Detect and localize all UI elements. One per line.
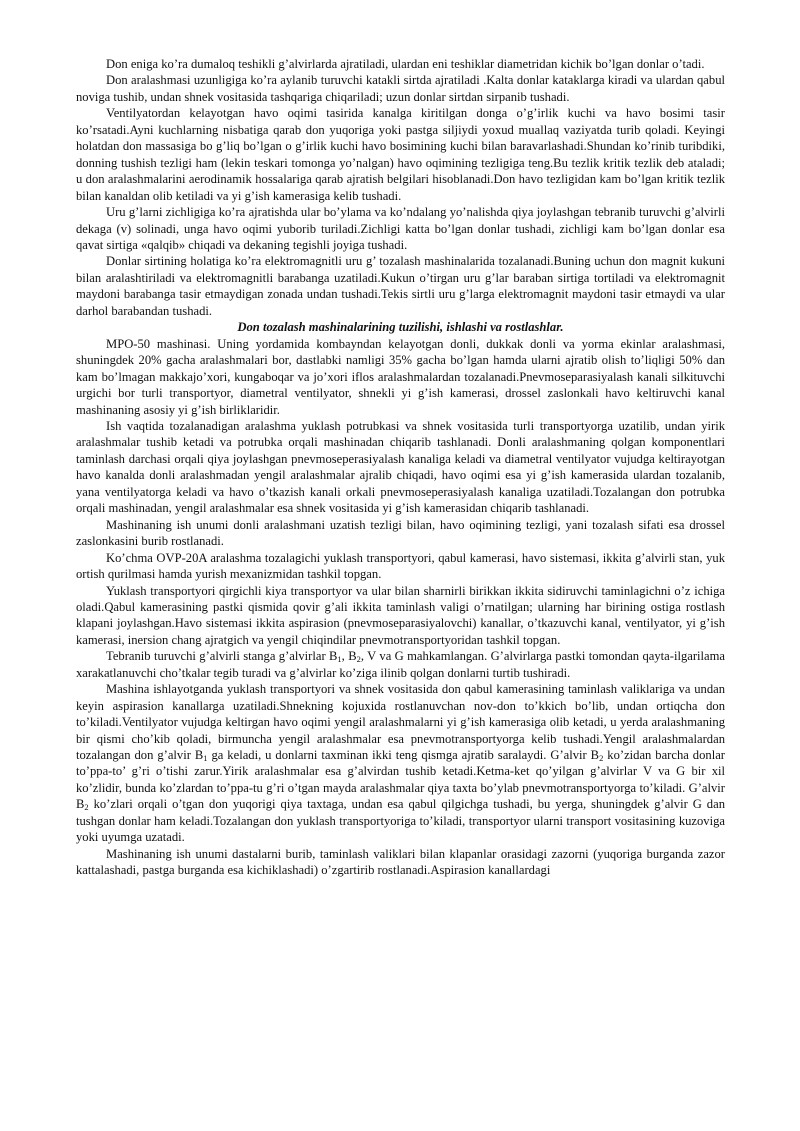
paragraph-ovp20a: Ko’chma OVP-20A aralashma tozalagichi yuklash transportyori, qabul kamerasi, havo sistemasi, ikkita g’alvirli stan, yuk ortish qurilmasi hamda yurish mexanizmidan tashkil topgan. <box>76 550 725 582</box>
paragraph-electromagnetic: Donlar sirtining holatiga ko’ra elektromagnitli uru g’ tozalash mashinalarida tozalanadi.Buning uchun don magnit kukuni bilan aralashtiriladi va elektromagnitli barabanga uzatiladi.Kukun o’tirgan uru g’lar baraban sirtiga tortiladi va elektromagnit maydoni barabanga tasir etmaydigan zonada undan tushadi.Tekis sirtli uru g’larga elektromagnit maydoni tasir etmaydi va ular darhol barabandan tushadi. <box>76 254 725 318</box>
section-heading: Don tozalash mashinalarining tuzilishi, ishlashi va rostlashlar. <box>237 320 564 335</box>
paragraph-sieve-width: Don eniga ko’ra dumaloq teshikli g’alvirlarda ajratiladi, ulardan eni teshiklar diametridan kichik bo’lgan donlar o’tadi. <box>106 57 705 71</box>
paragraph-length-separation: Don aralashmasi uzunligiga ko’ra aylanib turuvchi katakli sirtda ajratiladi .Kalta donlar kataklarga kiradi va ulardan qabul noviga tushib, undan shnek vositasida tashqariga chiqariladi; uzun donlar sirtdan sirpanib tushadi. <box>76 73 725 104</box>
paragraph-machine-operation: Mashina ishlayotganda yuklash transportyori va shnek vositasida don qabul kamerasining taminlash valiklariga va undan keyin aspirasion kanallarga uzatiladi.Shnekning kojuxida rostlanuvchan nov-don to’kkich bo’lib, undan ortiqcha don to’kiladi.Ventilyator vujudga keltirgan havo oqimi yengil aralashmalarni yi g’ish kamerasiga olib ketadi, u yerda aralashmaning bir qismi cho’kib qoladi, birmuncha yengil aralashmalar esa pnevmotransportyorga kelib tushadi.Yengil aralashmalardan tozalangan don g’alvir $B_1$ ga keladi, u donlarni taxminan ikki teng qismga ajratib saralaydi. G’alvir $B_2$ ko’zidan barcha donlar to’ppa-to’ g’ri o’tishi zarur.Yirik aralashmalar esa g’alvirdan tushib ketadi.Ketma-ket qo’yilgan g’alvirlar V va G bir xil ko’zlidir, bunda ko’zlardan to’ppa-tu g’ri o’tgan mayda aralashmalar qiya taxta bo’ylab pnevmotransportyorga to’kiladi. G’alvir $B_2$ ko’zlari orqali o’tgan don yuqorigi qiya taxtaga, undan esa qabul qilgichga tushadi, bu yerga, shuningdek g’alvir G dan tushgan donlar ham keladi.Tozalangan don yuklash transportyoriga to’kiladi, transportyor ularni transport vositasining kuzoviga yoki uyumga uzatadi. <box>76 682 725 845</box>
paragraph-air-flow: Ventilyatordan kelayotgan havo oqimi tasirida kanalga kiritilgan donga o’g’irlik kuchi va havo bosimi tasir ko’rsatadi.Ayni kuchlarning nisbatiga qarab don yuqoriga yoki pastga siljiydi yoxud muallaq vaziyatda turib qoladi. Keyingi holatdan don massasiga bo g’liq bo’lgan o g’irlik kuchi havo bosimining kuchi bilan baravarlashadi.Shundan ko’rinib turibdiki, donning tushish tezligi ham (lekin teskari tomonga yo’nalgan) havo oqimining tezligiga teng.Bu tezlik kritik tezlik deb ataladi; u don aralashmalarini aerodinamik hossalariga qarab ajratish belgilari hisoblanadi.Don havo tezligidan kam bo’lgan kritik tezlik bilan kanaldan olib ketiladi va yi g’ish kamerasiga kelib tushadi. <box>76 106 725 203</box>
paragraph-sieve-stand: Tebranib turuvchi g’alvirli stanga g’alvirlar $B_1$, $B_2$, V va G mahkamlangan. G’alvirlarga pastki tomondan qayta-ilgarilama xarakatlanuvchi cho’tkalar tegib turadi va g’alvirlar ko’ziga ilinib qolgan donlarni turtib tushiradi. <box>76 649 725 680</box>
paragraph-mpo50-operation: Ish vaqtida tozalanadigan aralashma yuklash potrubkasi va shnek vositasida turli transportyorga uzatilib, undan yirik aralashmalar tushib ketadi va potrubka orqali mashinadan chiqarib tashlanadi. Donli aralashmaning qolgan komponentlari taminlash darchasi orqali qiya joylashgan pnevmoseperasiyalash kanaliga keladi va diametral ventilyator vujudga keltirayotgan havo kanalda donli aralashmadan yengil aralashmalar ajralib chiqadi, havo oqimi esa yi g’ish kamerasida ulardan tozalanib, yana ventilyatorga keladi va havo o’tkazish kanali orkali pnevmoseperasiyalash kanaliga uzatiladi.Tozalangan don potrubka orqali mashinadan, yengil aralashmalar esa shnek vositasida yi g’ish kamerasidan chiqarib tashlanadi. <box>76 418 725 516</box>
paragraph-loading-conveyor: Yuklash transportyori qirgichli kiya transportyor va ular bilan sharnirli birikkan ikkita sidiruvchi taminlagichni o’z ichiga oladi.Qabul kamerasining pastki qismida qovir g’ali ikkita taminlash valigi o’rnatilgan; ularning har birining ostiga rostlash klapani joylashgan.Havo sistemasi ikkita aspirasion (pnevmoseparasiyalovchi) kanallar, o’tkazuvchi kanal, ventilyator, yi g’ish kamerasi, inersion chang ajratgich va yengil chiqindilar pnevmotransportyoridan tashkil topgan. <box>76 583 725 647</box>
paragraph-productivity-adjustment: Mashinaning ish unumi dastalarni burib, taminlash valiklari bilan klapanlar orasidagi zazorni (yuqoriga burganda zazor kattalashadi, pastga burganda esa kichiklashadi) o’zgartirib rostlanadi.Aspirasion kanallardagi <box>76 846 725 878</box>
paragraph-density-separation: Uru g’larni zichligiga ko’ra ajratishda ular bo’ylama va ko’ndalang yo’nalishda qiya joylashgan tebranib turuvchi g’alvirli dekaga (v) solinadi, unga havo oqimi yuborib turiladi.Zichligi katta bo’lgan donlar tushadi, zichligi kam bo’lgan donlar esa qavat sirtiga «qalqib» chiqadi va dekaning tegishli joyiga tushadi. <box>76 205 725 252</box>
paragraph-mpo50-adjustment: Mashinaning ish unumi donli aralashmani uzatish tezligi bilan, havo oqimining tezligi, yani tozalash sifati esa drossel zaslonkasini burib rostlanadi. <box>76 517 725 549</box>
paragraph-mpo50: MPO-50 mashinasi. Uning yordamida kombayndan kelayotgan donli, dukkak donli va yorma ekinlar aralashmasi, shuningdek 20% gacha aralashmalari bor, dastlabki namligi 35% gacha bo’lgan hamda ularni ajratib olish to’liqligi 50% dan kam bo’lmagan makkajo’xori, kungaboqar va jo’xori iflos aralashmalardan tozalanadi.Pnevmoseparasiyalash kanali silkituvchi urgichi bor turli transportyor, diametral ventilyator, shnekli yi g’ish kamerasi, drossel zaslonkali havo keltiruvchi kanal mashinaning asosiy yi g’ish birliklaridir. <box>76 336 725 417</box>
